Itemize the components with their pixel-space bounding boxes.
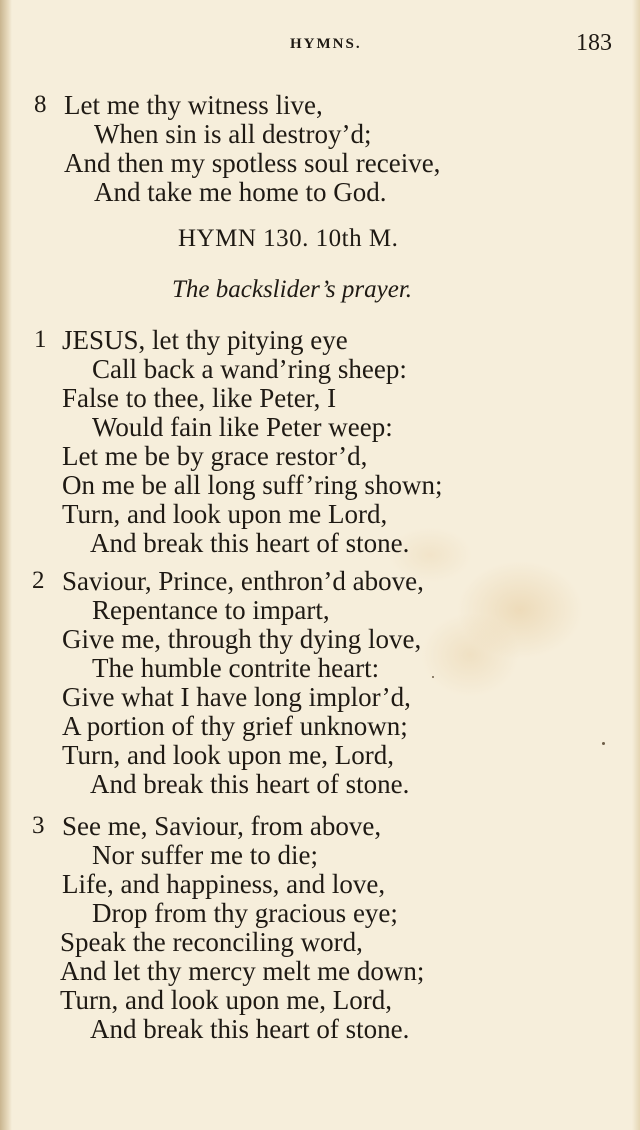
verse-line: The humble contrite heart: — [92, 653, 380, 683]
verse-line: Saviour, Prince, enthron’d above, — [62, 566, 424, 596]
hymn-subtitle: The backslider’s prayer. — [172, 276, 413, 303]
stanza-number: 2 — [32, 567, 45, 594]
verse-line: And then my spotless soul receive, — [64, 148, 441, 178]
verse-line: Call back a wand’ring sheep: — [92, 354, 407, 384]
paper-speck — [432, 676, 434, 678]
stanza-number: 3 — [32, 812, 45, 839]
verse-line: JESUS, let thy pitying eye — [62, 325, 348, 355]
running-head: HYMNS. — [290, 36, 362, 52]
verse-line: Turn, and look upon me, Lord, — [60, 985, 392, 1015]
verse-line: Turn, and look upon me Lord, — [62, 499, 388, 529]
verse-line: Life, and happiness, and love, — [62, 869, 386, 899]
verse-line: Give what I have long implor’d, — [62, 682, 411, 712]
verse-line: Would fain like Peter weep: — [92, 412, 393, 442]
verse-line: See me, Saviour, from above, — [62, 811, 382, 841]
verse-line: On me be all long suff’ring shown; — [62, 470, 443, 500]
verse-line: Drop from thy gracious eye; — [92, 898, 398, 928]
page-binding-shadow — [0, 0, 12, 1130]
verse-line: And let thy mercy melt me down; — [60, 956, 425, 986]
verse-line: Nor suffer me to die; — [92, 840, 318, 870]
paper-speck — [602, 742, 605, 745]
verse-line: And break this heart of stone. — [90, 1014, 410, 1044]
verse-line: And take me home to God. — [94, 177, 387, 207]
hymn-title: HYMN 130. 10th M. — [178, 225, 399, 252]
stanza-number: 8 — [34, 91, 47, 118]
verse-line: Give me, through thy dying love, — [62, 624, 422, 654]
page-number: 183 — [576, 30, 612, 56]
verse-line: Let me thy witness live, — [64, 90, 323, 120]
verse-line: Speak the reconciling word, — [60, 927, 363, 957]
verse-line: Turn, and look upon me, Lord, — [62, 740, 394, 770]
verse-line: Let me be by grace restor’d, — [62, 441, 368, 471]
stanza-number: 1 — [34, 326, 47, 353]
verse-line: Repentance to impart, — [92, 595, 330, 625]
verse-line: And break this heart of stone. — [90, 528, 410, 558]
page-edge-shadow — [632, 0, 640, 1130]
verse-line: And break this heart of stone. — [90, 769, 410, 799]
verse-line: A portion of thy grief unknown; — [62, 711, 408, 741]
verse-line: When sin is all destroy’d; — [94, 119, 372, 149]
verse-line: False to thee, like Peter, I — [62, 383, 337, 413]
